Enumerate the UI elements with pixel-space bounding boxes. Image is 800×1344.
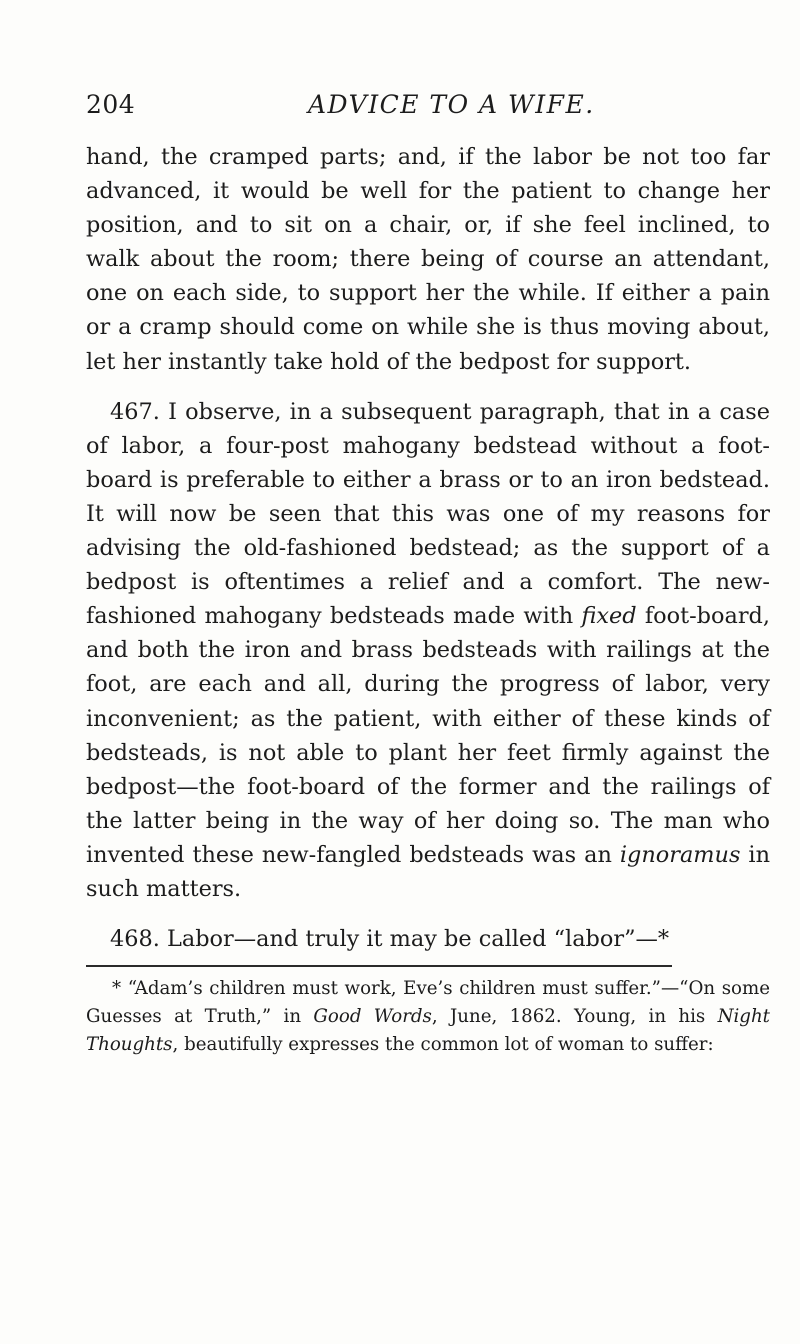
body-text bbox=[86, 140, 770, 956]
footnote-source-title: Good Words bbox=[313, 1005, 432, 1027]
paragraph-467 bbox=[86, 395, 770, 906]
footnote-part-1: * “Adam’s children must work, Eve’s children must suffer.”—“On some Guesses at Truth,” in bbox=[86, 978, 770, 1027]
footnote-text bbox=[86, 975, 770, 1058]
paragraph-467-part-3: in such matters. bbox=[86, 841, 770, 902]
paragraph-467-part-2: foot-board, and both the iron and brass bedsteads with railings at the foot, are each and all, during the progress of labor, very inconvenient; as the patient, with either of these kinds of bedsteads, is not able to plant her feet firmly against the bedpost—the foot-board of the former and the railings of the latter being in the way of her doing so. The man who invented these new-fangled bedsteads was an bbox=[86, 603, 771, 868]
page-header bbox=[86, 82, 770, 122]
book-page bbox=[86, 82, 770, 1059]
italic-ignoramus: ignoramus bbox=[619, 841, 741, 868]
footnote bbox=[86, 975, 770, 1058]
footnote-divider bbox=[86, 965, 672, 967]
footnote-poem-title: Night Thoughts bbox=[86, 1005, 770, 1055]
footnote-part-2: , June, 1862. Young, in his bbox=[431, 1005, 706, 1027]
running-title: ADVICE TO A WIFE. bbox=[308, 90, 595, 119]
italic-fixed: fixed bbox=[581, 603, 637, 630]
paragraph-468: 468. Labor—and truly it may be called “labor”—* bbox=[110, 926, 670, 953]
footnote-part-3: , beautifully expresses the common lot of woman to suffer: bbox=[172, 1033, 714, 1055]
paragraph-467-part-1: 467. I observe, in a subsequent paragraph, that in a case of labor, a four-post mahogany bedstead without a foot-board is preferable to either a brass or to an iron bedstead. It will now be seen that this was one of my reasons for advising the old-fashioned bedstead; as the support of a bedpost is oftentimes a relief and a comfort. The new-fashioned mahogany bedsteads made with bbox=[86, 398, 770, 630]
page-number: 204 bbox=[86, 90, 136, 119]
paragraph-continued: hand, the cramped parts; and, if the labor be not too far advanced, it would be well for the patient to change her position, and to sit on a chair, or, if she feel inclined, to walk about the room; there being of course an attendant, one on each side, to support her the while. If either a pain or a cramp should come on while she is thus moving about, let her instantly take hold of the bedpost for support. bbox=[86, 144, 770, 375]
